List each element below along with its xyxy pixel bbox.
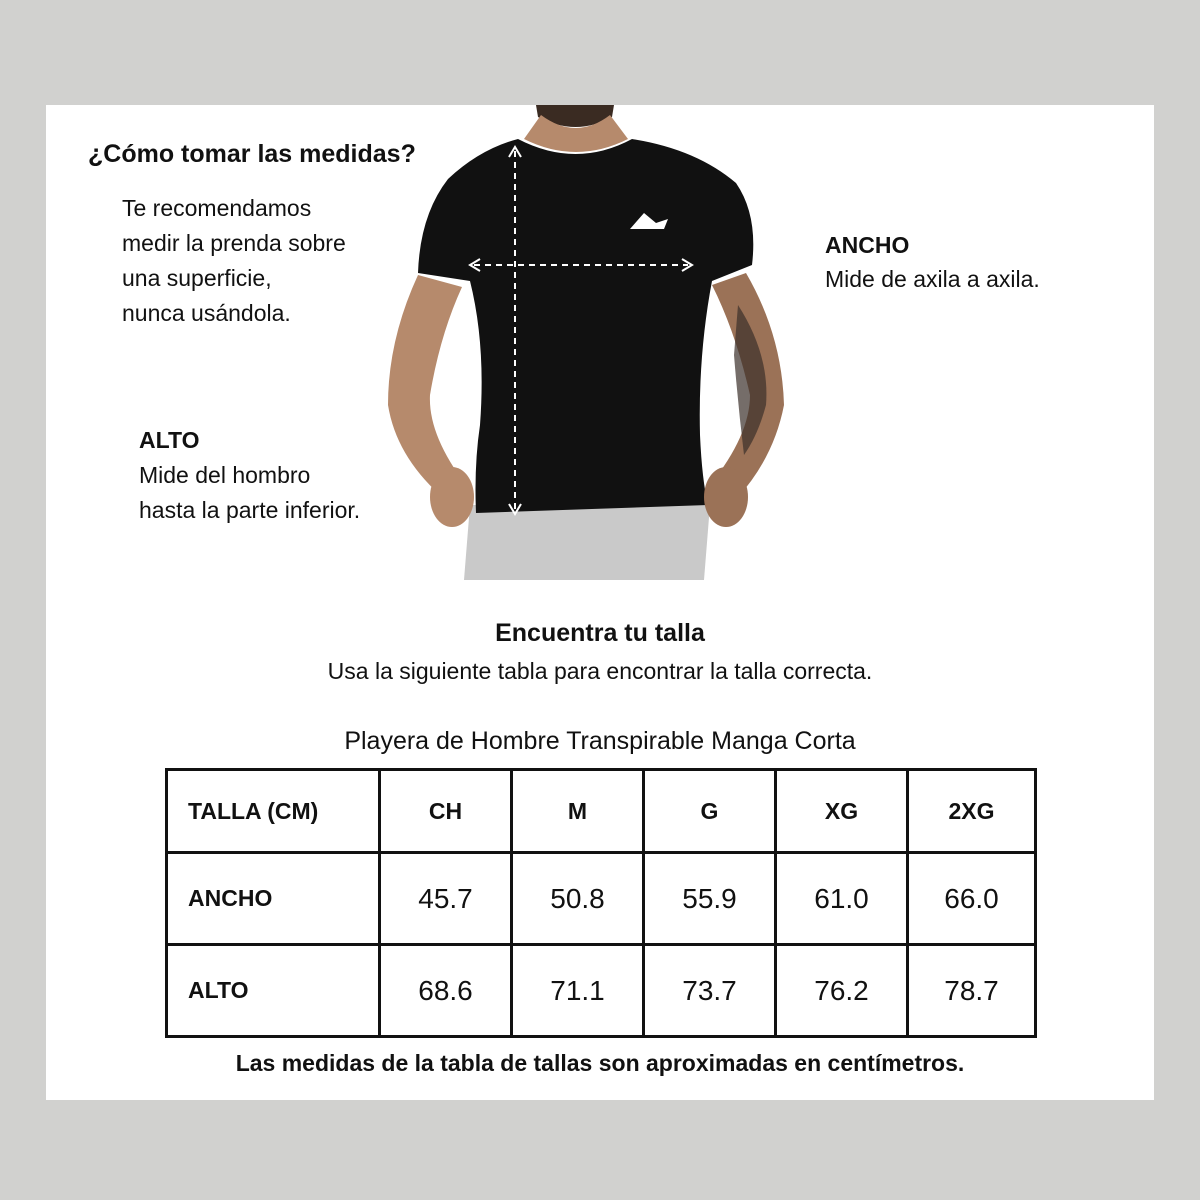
model-right-hand <box>704 467 748 527</box>
header-cell: TALLA (CM) <box>167 770 380 853</box>
model-left-arm <box>388 275 466 495</box>
table-cell: 55.9 <box>644 853 776 945</box>
howto-title: ¿Cómo tomar las medidas? <box>88 140 416 168</box>
model-tshirt <box>418 139 753 513</box>
size-guide-card <box>46 105 1154 1100</box>
table-cell: 68.6 <box>380 945 512 1037</box>
table-cell: 61.0 <box>776 853 908 945</box>
size-table <box>165 768 1037 1038</box>
ancho-text: Mide de axila a axila. <box>825 266 1040 292</box>
table-cell: 76.2 <box>776 945 908 1037</box>
header-cell: M <box>512 770 644 853</box>
model-left-hand <box>430 467 474 527</box>
find-size-subtitle: Usa la siguiente tabla para encontrar la talla correcta. <box>327 658 873 684</box>
table-cell: 66.0 <box>908 853 1036 945</box>
alto-heading: ALTO <box>139 427 200 453</box>
table-cell: 73.7 <box>644 945 776 1037</box>
header-cell: XG <box>776 770 908 853</box>
row-label: ALTO <box>167 945 380 1037</box>
product-name: Playera de Hombre Transpirable Manga Corta <box>344 727 856 755</box>
howto-text: Te recomendamos medir la prenda sobre una superficie, nunca usándola. <box>122 195 346 326</box>
measurement-note: Las medidas de la tabla de tallas son aproximadas en centímetros. <box>235 1050 965 1076</box>
table-row <box>167 945 1036 1037</box>
row-label: ANCHO <box>167 853 380 945</box>
table-cell: 45.7 <box>380 853 512 945</box>
header-cell: CH <box>380 770 512 853</box>
table-cell: 50.8 <box>512 853 644 945</box>
header-cell: G <box>644 770 776 853</box>
size-table-header <box>167 770 1036 853</box>
ancho-heading: ANCHO <box>825 232 910 258</box>
table-row <box>167 853 1036 945</box>
alto-text: Mide del hombro hasta la parte inferior. <box>139 462 361 523</box>
header-cell: 2XG <box>908 770 1036 853</box>
table-cell: 78.7 <box>908 945 1036 1037</box>
model-shorts <box>464 505 710 580</box>
find-size-title: Encuentra tu talla <box>495 619 705 647</box>
tshirt-model-figure <box>366 105 806 580</box>
table-cell: 71.1 <box>512 945 644 1037</box>
